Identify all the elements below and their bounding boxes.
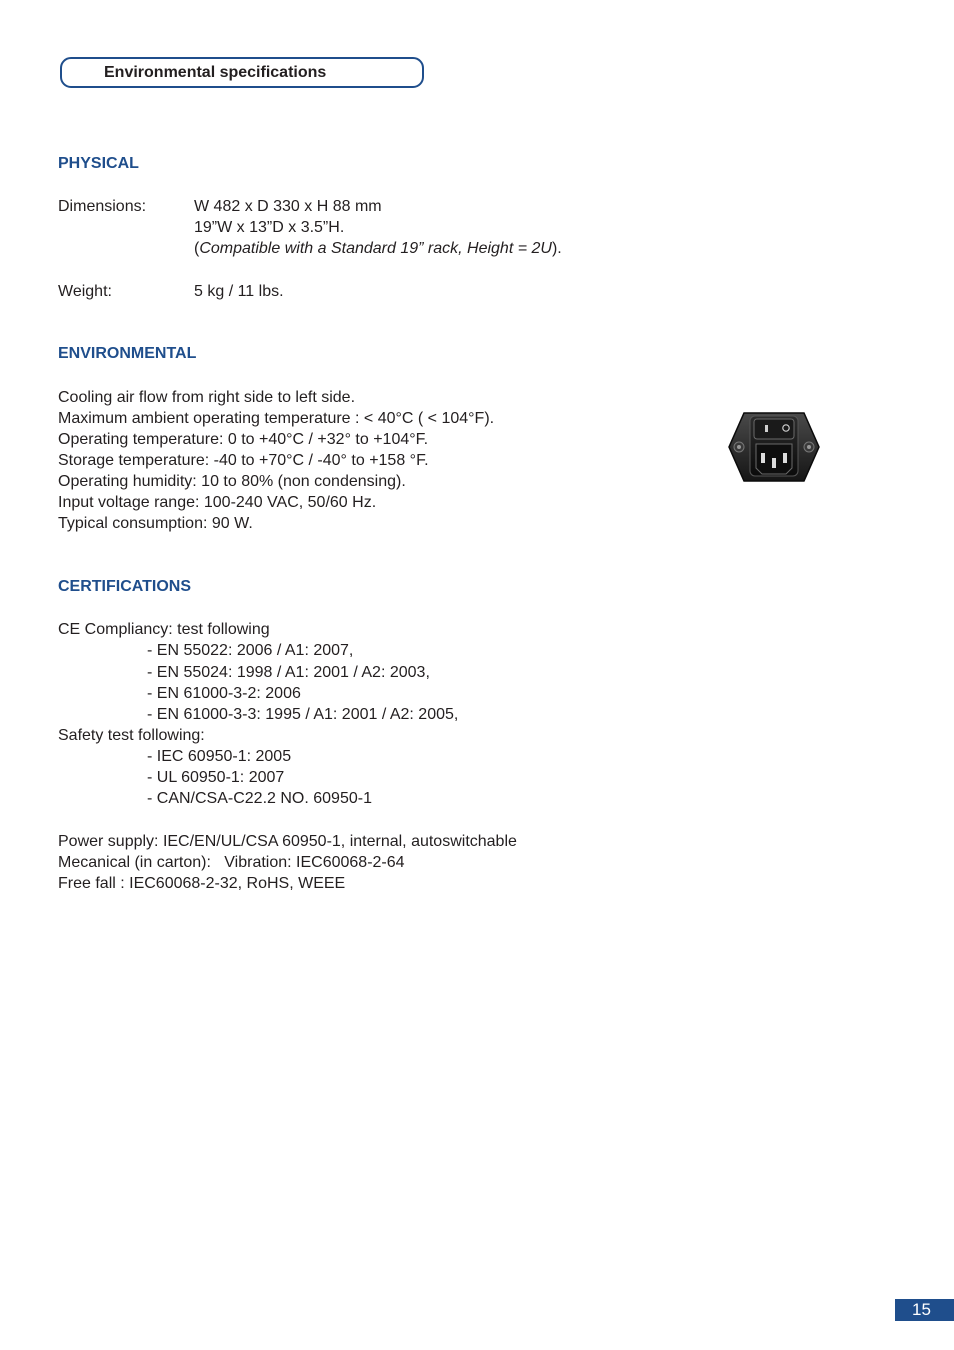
ce-item: - EN 55022: 2006 / A1: 2007, <box>147 642 354 659</box>
env-line: Typical consumption: 90 W. <box>58 515 253 532</box>
section-header-box <box>60 57 424 88</box>
safety-item: - CAN/CSA-C22.2 NO. 60950-1 <box>147 790 372 807</box>
env-line: Cooling air flow from right side to left side. <box>58 389 356 406</box>
env-line: Operating humidity: 10 to 80% (non condensing). <box>58 473 406 490</box>
mecanical-line: Mecanical (in carton): Vibration: IEC60068-2-64 <box>58 854 405 871</box>
section-header-title: Environmental specifications <box>104 64 327 81</box>
power-supply-line: Power supply: IEC/EN/UL/CSA 60950-1, internal, autoswitchable <box>58 833 517 850</box>
safety-label: Safety test following: <box>58 727 205 744</box>
ce-item: - EN 61000-3-3: 1995 / A1: 2001 / A2: 2005, <box>147 706 459 723</box>
certifications-heading: CERTIFICATIONS <box>58 578 192 595</box>
physical-heading: PHYSICAL <box>58 155 139 172</box>
page-number: 15 <box>895 1299 954 1321</box>
env-line: Input voltage range: 100-240 VAC, 50/60 Hz. <box>58 494 377 511</box>
env-line: Storage temperature: -40 to +70°C / -40° to +158 °F. <box>58 452 429 469</box>
dimensions-imperial: 19”W x 13”D x 3.5”H. <box>194 219 345 236</box>
dimensions-note: (Compatible with a Standard 19” rack, Height = 2U). <box>194 240 562 257</box>
weight-value: 5 kg / 11 lbs. <box>194 283 284 300</box>
environmental-heading: ENVIRONMENTAL <box>58 345 197 362</box>
ce-item: - EN 61000-3-2: 2006 <box>147 685 301 702</box>
power-inlet-switch-icon <box>728 410 820 484</box>
dimensions-label: Dimensions: <box>58 198 147 215</box>
free-fall-line: Free fall : IEC60068-2-32, RoHS, WEEE <box>58 875 346 892</box>
ce-compliancy-label: CE Compliancy: test following <box>58 621 270 638</box>
ce-item: - EN 55024: 1998 / A1: 2001 / A2: 2003, <box>147 664 430 681</box>
dimensions-metric: W 482 x D 330 x H 88 mm <box>194 198 382 215</box>
safety-item: - IEC 60950-1: 2005 <box>147 748 292 765</box>
weight-label: Weight: <box>58 283 112 300</box>
env-line: Maximum ambient operating temperature : < 40°C ( < 104°F). <box>58 410 495 427</box>
safety-item: - UL 60950-1: 2007 <box>147 769 285 786</box>
env-line: Operating temperature: 0 to +40°C / +32° to +104°F. <box>58 431 429 448</box>
